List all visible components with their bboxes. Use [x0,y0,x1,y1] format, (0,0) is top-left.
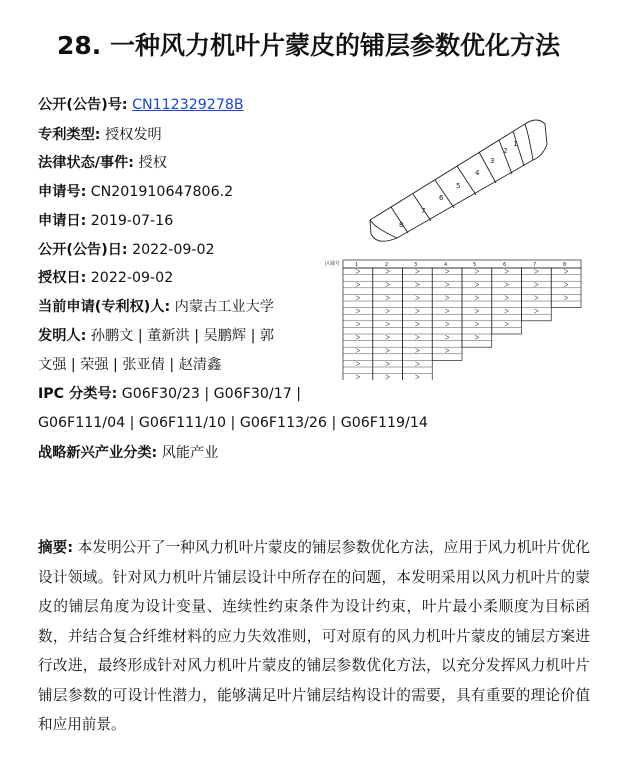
blade-seg-2: 2 [503,147,508,155]
blade-seg-7: 7 [421,207,426,215]
blade-seg-6: 6 [439,194,444,202]
field-app-date [38,211,173,231]
col-5: 5 [473,262,477,268]
blade-drawing [370,120,547,241]
field-legal-status [38,153,167,173]
pub-no-link[interactable]: CN112329278B [132,97,244,113]
field-pub-date [38,240,215,260]
field-industry [38,443,218,463]
field-pub-no [38,95,244,115]
field-label: 公开(公告)日: [38,242,128,258]
col-1: 1 [355,262,359,268]
field-value: 授权发明 [104,127,162,143]
blade-seg-8: 8 [399,221,404,229]
field-label: 法律状态/事件: [38,155,134,171]
field-label: 发明人: [38,328,87,344]
blade-seg-3: 3 [490,157,495,165]
field-label: 申请日: [38,213,87,229]
col-6: 6 [503,262,507,268]
field-label: IPC 分类号: [38,386,118,402]
blade-seg-4: 4 [475,169,480,177]
field-value: 内蒙古工业大学 [174,299,274,315]
field-inventors [38,326,274,346]
field-grant-date [38,268,173,288]
col-8: 8 [563,262,567,268]
field-label: 当前申请(专利权)人: [38,299,171,315]
field-value: 2022-09-02 [90,270,174,286]
field-inventors-cont: 文强 | 荣强 | 张亚倩 | 赵清鑫 [38,357,222,373]
col-7: 7 [533,262,537,268]
field-value: 2019-07-16 [90,213,174,229]
field-value: 风能产业 [161,445,219,461]
ply-table-corner: 区域号 [325,261,341,267]
col-3: 3 [414,262,418,268]
field-value: 孙鹏文 | 董新洪 | 吴鹏辉 | 郭 [90,328,275,344]
field-label: 申请号: [38,184,87,200]
abstract-text: 本发明公开了一种风力机叶片蒙皮的铺层参数优化方法，应用于风力机叶片优化设计领域。针对风力机叶片铺层设计中所存在的问题，本发明采用以风力机叶片的蒙皮的铺层角度为设计变量、连续性约束条件为设计约束，叶片最小柔顺度为目标函数，并结合复合纤维材料的应力失效准则，可对原有的风力机叶片蒙皮的铺层方案进行改进，最终形成针对风力机叶片蒙皮的铺层参数优化方法，以充分发挥风力机叶片铺层参数的可设计性潜力，能够满足叶片铺层结构设计的需要，具有重要的理论价值和应用前景。 [38,539,590,733]
col-2: 2 [385,262,389,268]
page-title: 28. 一种风力机叶片蒙皮的铺层参数优化方法 [57,31,560,60]
blade-segment-labels [399,140,517,229]
field-app-no [38,182,233,202]
field-label: 授权日: [38,270,87,286]
abstract [38,533,590,740]
field-label: 专利类型: [38,127,101,143]
field-label: 战略新兴产业分类: [38,445,158,461]
field-value: 授权 [138,155,167,171]
field-ipc-cont: G06F111/04 | G06F111/10 | G06F113/26 | G06F119/14 [38,415,428,431]
field-patent-type [38,125,162,145]
ply-table-header [355,262,566,268]
col-4: 4 [444,262,448,268]
patent-figure [315,100,595,380]
blade-seg-5: 5 [456,182,461,190]
field-applicant [38,297,274,317]
ply-table [325,260,581,380]
blade-seg-1: 1 [513,140,518,148]
field-label: 公开(公告)号: [38,97,128,113]
abstract-label: 摘要: [38,539,74,556]
field-value: 2022-09-02 [132,242,215,258]
field-value: CN201910647806.2 [90,184,234,200]
field-value: G06F30/23 | G06F30/17 | [121,386,302,402]
field-ipc [38,384,301,404]
